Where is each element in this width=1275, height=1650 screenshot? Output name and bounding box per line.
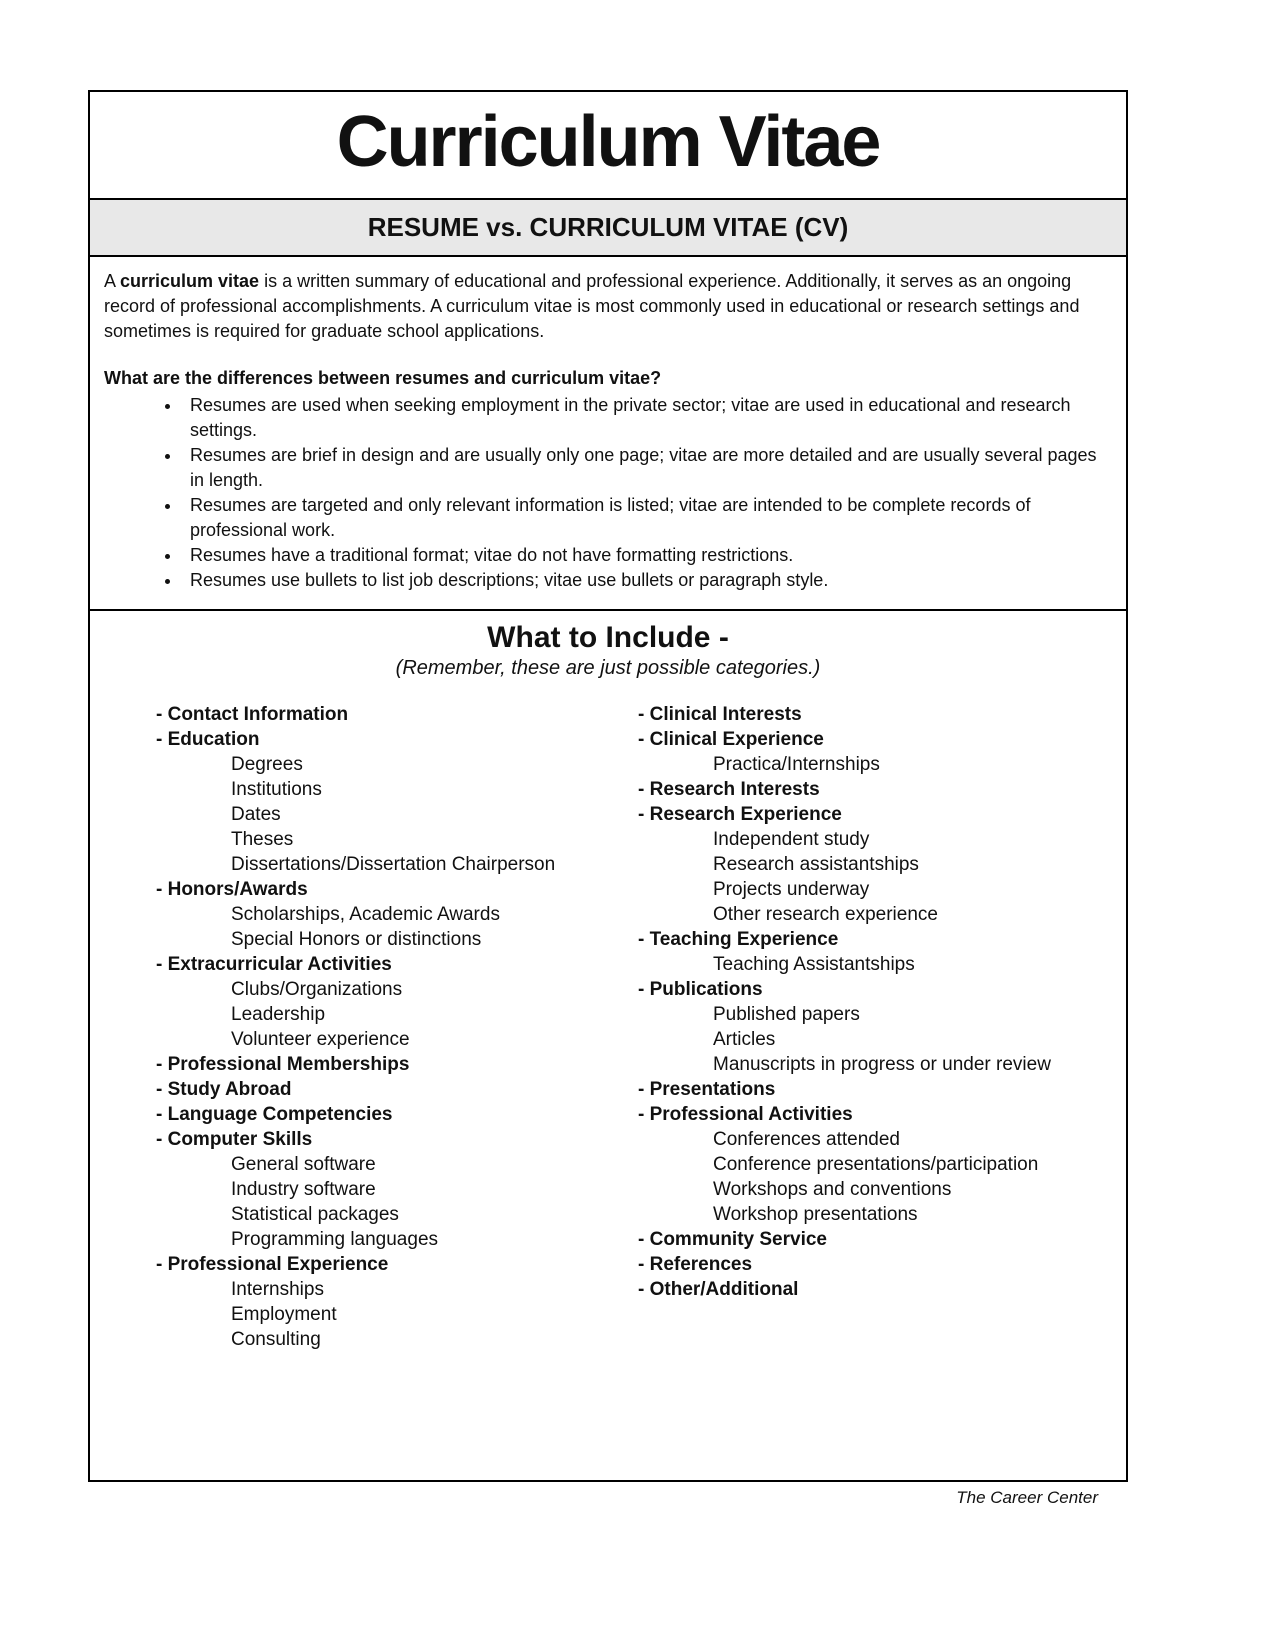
include-columns	[90, 702, 1126, 1352]
include-heading: What to Include -	[487, 621, 729, 654]
include-item: Conferences attended	[713, 1129, 900, 1150]
include-item: Statistical packages	[231, 1204, 399, 1225]
include-category: - Other/Additional	[638, 1279, 799, 1300]
include-item: Independent study	[713, 829, 870, 850]
include-item: Published papers	[713, 1004, 860, 1025]
include-category: - Honors/Awards	[156, 879, 308, 900]
include-item: Volunteer experience	[231, 1029, 410, 1050]
include-item: Research assistantships	[713, 854, 919, 875]
include-category: - Research Interests	[638, 779, 820, 800]
include-category: - Language Competencies	[156, 1104, 393, 1125]
difference-bullet: • Resumes are brief in design and are usually only one page; vitae are more detailed and are usually several pages in length.	[182, 443, 1112, 493]
title-section	[90, 92, 1126, 200]
difference-bullet: • Resumes use bullets to list job descriptions; vitae use bullets or paragraph style.	[182, 568, 1112, 593]
intro-prefix: A	[104, 271, 121, 291]
include-item: Workshops and conventions	[713, 1179, 952, 1200]
include-item: Institutions	[231, 779, 322, 800]
include-category: - Publications	[638, 979, 763, 1000]
subtitle-bar	[90, 200, 1126, 257]
include-category: - References	[638, 1254, 753, 1275]
include-category: - Extracurricular Activities	[156, 954, 392, 975]
include-item: Industry software	[231, 1179, 376, 1200]
include-item: General software	[231, 1154, 376, 1175]
include-category: - Teaching Experience	[638, 929, 839, 950]
include-item: Articles	[713, 1029, 776, 1050]
include-item: Workshop presentations	[713, 1204, 918, 1225]
include-item: Leadership	[231, 1004, 326, 1025]
differences-heading: What are the differences between resumes and curriculum vitae?	[104, 368, 662, 388]
include-note: (Remember, these are just possible categories.)	[395, 657, 821, 679]
include-item: Conference presentations/participation	[713, 1154, 1039, 1175]
difference-bullet: • Resumes have a traditional format; vitae do not have formatting restrictions.	[182, 543, 1112, 568]
include-category: - Contact Information	[156, 704, 349, 725]
include-category: - Clinical Interests	[638, 704, 802, 725]
intro-paragraph	[104, 269, 1112, 344]
include-item: Degrees	[231, 754, 303, 775]
include-category: - Community Service	[638, 1229, 827, 1250]
include-category: - Study Abroad	[156, 1079, 292, 1100]
include-section	[90, 611, 1126, 1480]
footer	[88, 1488, 1128, 1508]
include-category: - Professional Experience	[156, 1254, 389, 1275]
include-item: Special Honors or distinctions	[231, 929, 482, 950]
include-category: - Computer Skills	[156, 1129, 313, 1150]
include-column-left	[90, 702, 638, 1352]
include-category: - Professional Memberships	[156, 1054, 410, 1075]
include-item: Internships	[231, 1279, 324, 1300]
include-item: Dissertations/Dissertation Chairperson	[231, 854, 556, 875]
intro-rest: is a written summary of educational and professional experience. Additionally, it serves as an ongoing record of professional accomplishments. A curriculum vitae is most commonly used in educational or research settings and sometimes is required for graduate school applications.	[104, 271, 1080, 341]
intro-bold-term: curriculum vitae	[120, 271, 260, 291]
include-category: - Clinical Experience	[638, 729, 824, 750]
include-item: Dates	[231, 804, 281, 825]
include-category: - Research Experience	[638, 804, 842, 825]
include-item: Programming languages	[231, 1229, 439, 1250]
include-category: - Presentations	[638, 1079, 776, 1100]
include-item: Clubs/Organizations	[231, 979, 403, 1000]
include-item: Scholarships, Academic Awards	[231, 904, 500, 925]
body-section	[90, 257, 1126, 611]
document-page	[88, 90, 1128, 1482]
include-category: - Professional Activities	[638, 1104, 853, 1125]
difference-bullet: • Resumes are used when seeking employment in the private sector; vitae are used in educational and research settings.	[182, 393, 1112, 443]
differences-list	[104, 393, 1112, 593]
include-item: Consulting	[231, 1329, 321, 1350]
include-column-right	[638, 702, 1126, 1352]
include-item: Manuscripts in progress or under review	[713, 1054, 1051, 1075]
include-category: - Education	[156, 729, 260, 750]
include-item: Other research experience	[713, 904, 938, 925]
include-item: Employment	[231, 1304, 337, 1325]
include-item: Practica/Internships	[713, 754, 880, 775]
footer-text: The Career Center	[956, 1488, 1098, 1507]
include-item: Theses	[231, 829, 294, 850]
include-item: Projects underway	[713, 879, 870, 900]
include-item: Teaching Assistantships	[713, 954, 915, 975]
subtitle-text: RESUME vs. CURRICULUM VITAE (CV)	[367, 212, 849, 242]
difference-bullet: • Resumes are targeted and only relevant information is listed; vitae are intended to be complete records of professional work.	[182, 493, 1112, 543]
page-title: Curriculum Vitae	[336, 102, 880, 182]
